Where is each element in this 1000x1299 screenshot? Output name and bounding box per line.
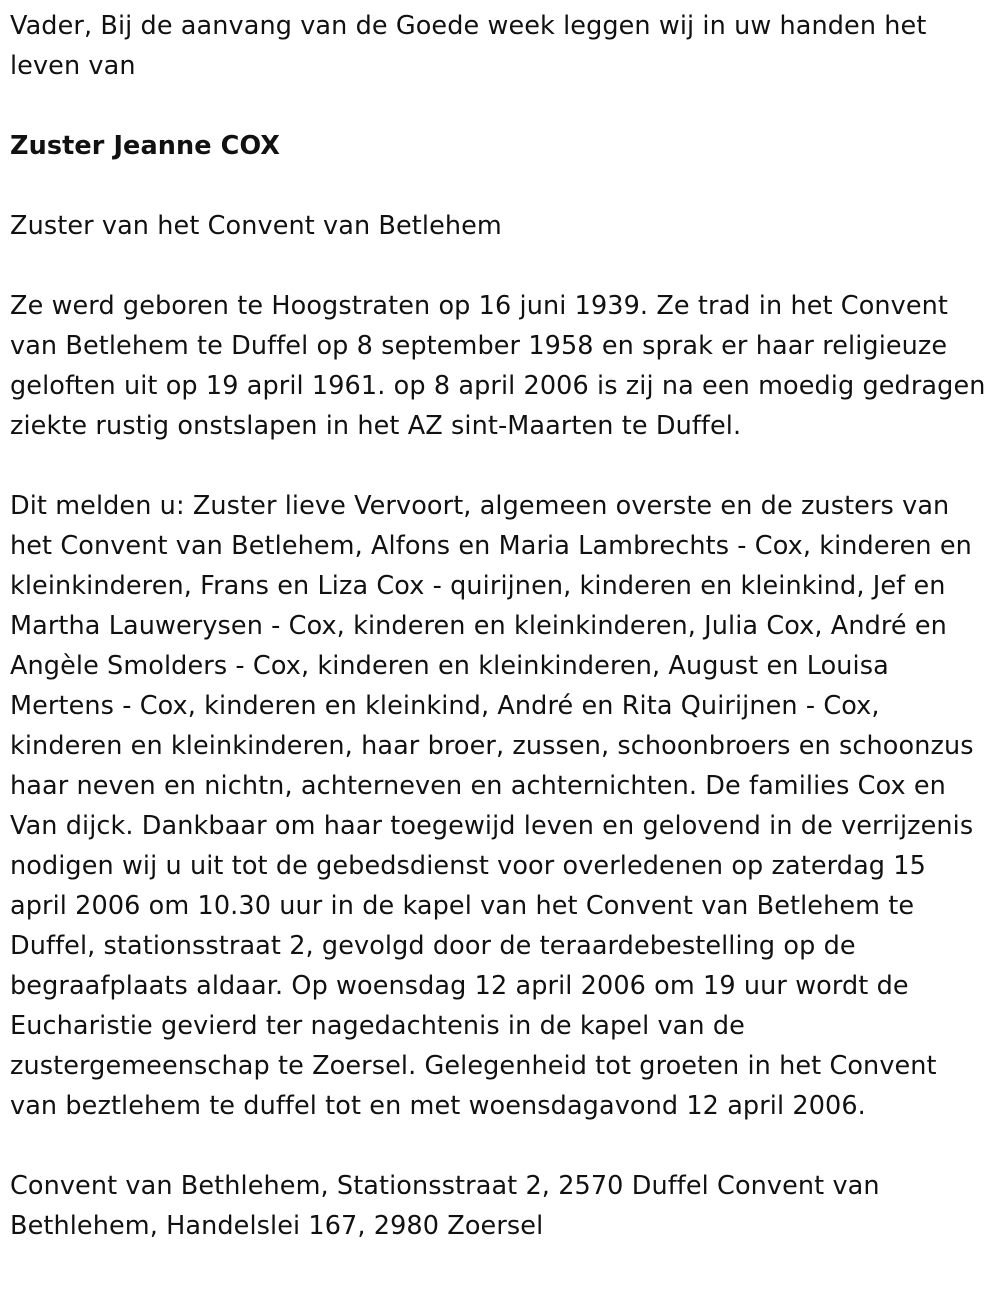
intro-text: Vader, Bij de aanvang van de Goede week leggen wij in uw handen het leven van <box>10 11 927 81</box>
biography-paragraph: Ze werd geboren te Hoogstraten op 16 juni 1939. Ze trad in het Convent van Betlehem te Duffel op 8 september 1958 en sprak er haar religieuze geloften uit op 19 april 1961. op 8 april 2006 is zij na een moedig gedragen ziekte rustig onstslapen in het AZ sint-Maarten te Duffel. <box>10 291 986 441</box>
spacer <box>10 86 990 126</box>
spacer <box>10 246 990 286</box>
announcement-paragraph: Dit melden u: Zuster lieve Vervoort, algemeen overste en de zusters van het Convent van Betlehem, Alfons en Maria Lambrechts - Cox, kinderen en kleinkinderen, Frans en Liza Cox - quirijnen, kinderen en kleinkind, Jef en Martha Lauwerysen - Cox, kinderen en kleinkinderen, Julia Cox, André en Angèle Smolders - Cox, kinderen en kleinkinderen, August en Louisa Mertens - Cox, kinderen en kleinkind, André en Rita Quirijnen - Cox, kinderen en kleinkinderen, haar broer, zussen, schoonbroers en schoonzus haar neven en nichtn, achterneven en achternichten. De families Cox en Van dijck. Dankbaar om haar toegewijd leven en gelovend in de verrijzenis nodigen wij u uit tot de gebedsdienst voor overledenen op zaterdag 15 april 2006 om 10.30 uur in de kapel van het Convent van Betlehem te Duffel, stationsstraat 2, gevolgd door de teraardebestelling op de begraafplaats aldaar. Op woensdag 12 april 2006 om 19 uur wordt de Eucharistie gevierd ter nagedachtenis in de kapel van de zustergemeenschap te Zoersel. Gelegenheid tot groeten in het Convent van beztlehem te duffel tot en met woensdagavond 12 april 2006. <box>10 491 974 1121</box>
deceased-name: Zuster Jeanne COX <box>10 131 281 161</box>
addresses-paragraph: Convent van Bethlehem, Stationsstraat 2, 2570 Duffel Convent van Bethlehem, Handelslei 167, 2980 Zoersel <box>10 1171 880 1241</box>
spacer <box>10 1126 990 1166</box>
spacer <box>10 166 990 206</box>
subtitle-text: Zuster van het Convent van Betlehem <box>10 211 502 241</box>
spacer <box>10 446 990 486</box>
